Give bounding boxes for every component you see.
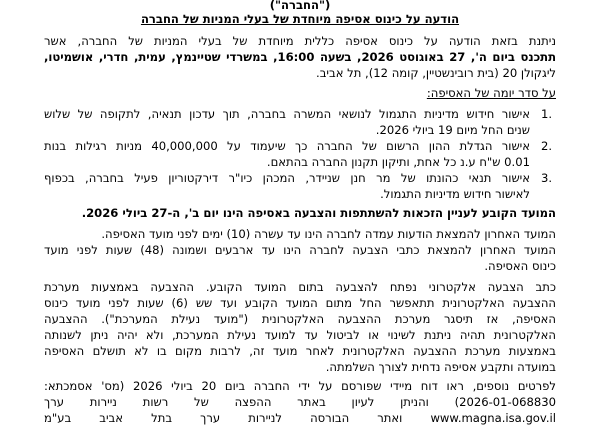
record-date-line: המועד הקובע לעניין הזכאות להשתתפות והצבעה באסיפה הינו יום ב', ה-27 ביולי 2026.: [81, 206, 556, 220]
notice-title: הודעה על כינוס אסיפה מיוחדת של בעלי המניות של החברה: [140, 12, 460, 26]
agenda-number: 2.: [540, 139, 552, 153]
deadline-line: המועד האחרון להמצאת כתבי הצבעה לחברה הינו עד ארבעים ושמונה (48) שעות לפני מועד: [44, 243, 557, 257]
electronic-voting-line: כתב הצבעה אלקטרוני נפתח להצבעה בתום המועד הקובע. ההצבעה באמצעות מערכת: [44, 280, 556, 294]
agenda-item-line: לאישור חידוש מדיניות התגמול.: [380, 187, 530, 201]
agenda-item-line: אישור הגדלת ההון הרשום של החברה כך שיעמוד על 40,000,000 מניות רגילות בנות: [44, 139, 530, 153]
agenda-number: 1.: [540, 107, 552, 121]
intro-line: ניתנת בזאת הודעה על כינוס אסיפה כללית מיוחדת של בעלי המניות של החברה, אשר: [44, 34, 556, 48]
agenda-item-line: אישור תנאי כהונתו של מר חנן שניידר, המכהן כיו"ר דירקטוריון פעיל בחברה, בכפוף: [44, 171, 530, 185]
electronic-voting-line: במועדה ותקבע אסיפה נדחית לצורך השלמתה.: [325, 360, 556, 374]
company-tag: ("החברה"): [269, 0, 331, 12]
agenda-title: על סדר יומה של האסיפה:: [426, 86, 556, 100]
intro-line: ליגקולן 20 (בית רובינשטיין, קומה 12), תל אביב.: [316, 66, 556, 80]
agenda-item-line: 0.01 ש"ח ע.נ כל אחת, ותיקון תקנון החברה בהתאם.: [266, 155, 530, 169]
details-line: www.magna.isa.gov.il ואתר הבורסה לניירות ערך בתל אביב בע"מ: [44, 411, 556, 425]
agenda-item-line: שנים החל מיום 19 ביולי 2026.: [375, 123, 530, 137]
intro-line: תתכנס ביום ה', 27 באוגוסט 2026, בשעה 16:00, במשרדי שטיינמץ, עמית, חדרי, אושמיטו,: [44, 50, 556, 64]
details-line: לפרטים נוספים, ראו דוח מיידי שפורסם על ידי החברה ביום 20 ביולי 2026 (מס' אסמכתא:: [44, 379, 556, 393]
details-line: 2026-01-068830) והניתן לעיון באתר ההפצה של רשות ניירות ערך: [44, 395, 556, 409]
deadline-line: כינוס האסיפה.: [484, 259, 556, 273]
electronic-voting-line: האסיפה, אז תיסגר מערכת ההצבעה האלקטרונית ("מועד נעילת המערכת"). ההצבעה: [44, 312, 556, 326]
electronic-voting-line: באמצעות מערכת ההצבעה האלקטרונית לאחר מועד זה, לרבות מקום בו לא תושלם האסיפה: [44, 344, 556, 358]
electronic-voting-line: ההצבעה האלקטרונית תתאפשר החל מתום המועד הקובע ועד שש (6) שעות לפני מועד כינוס: [44, 296, 557, 310]
agenda-item-line: אישור חידוש מדיניות התגמול לנושאי המשרה בחברה, תוך עדכון תנאיה, לתקופה של שלוש: [44, 107, 530, 121]
agenda-number: 3.: [540, 171, 552, 185]
deadline-line: המועד האחרון להמצאת הודעות עמדה לחברה הינו עד עשרה (10) ימים לפני מועד האסיפה.: [101, 227, 556, 241]
electronic-voting-line: האלקטרונית תהיה ניתנת לשינוי או לביטול עד למועד נעילת המערכת, ולא יהיה ניתן לשנותה: [44, 328, 556, 342]
